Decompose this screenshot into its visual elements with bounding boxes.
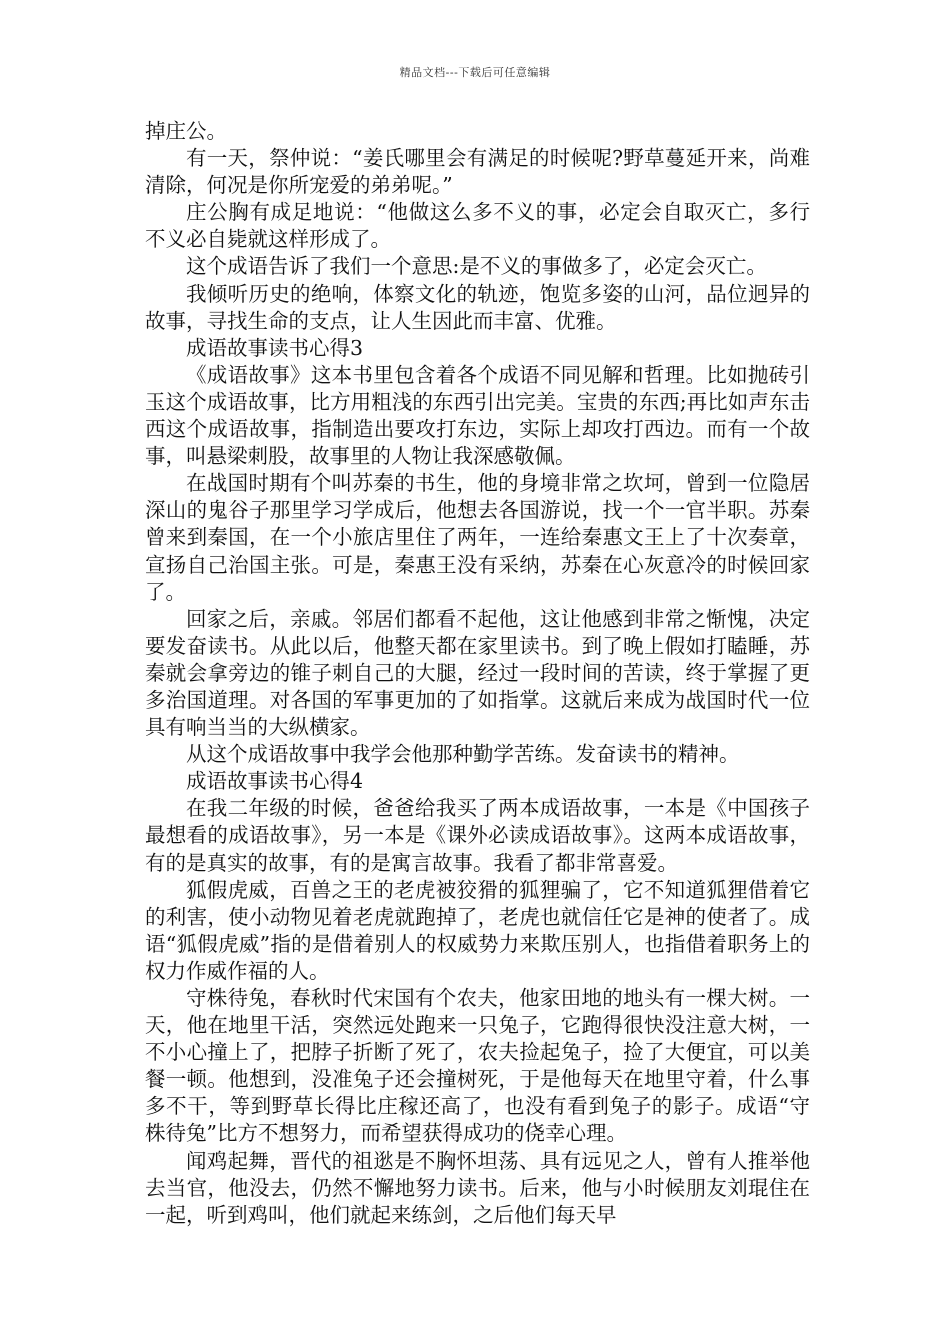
paragraph: 这个成语告诉了我们一个意思:是不义的事做多了，必定会灭亡。 [186,254,767,279]
paragraph: 从这个成语故事中我学会他那种勤学苦练。发奋读书的精神。 [186,742,740,767]
paragraph: 回家之后，亲戚。邻居们都看不起他，这让他感到非常之惭愧，决定要发奋读书。从此以后，他整天都在家里读书。到了晚上假如打瞌睡，苏秦就会拿旁边的锥子刺自己的大腿，经过一段时间的苦读，终于掌握了更多治国道理。对各国的军事更加的了如指掌。这就后来成为战国时代一位具有响当当的大纵横家。 [145,606,810,740]
section-heading: 成语故事读书心得3 [186,335,364,360]
paragraph: 闻鸡起舞，晋代的祖逖是不胸怀坦荡、具有远见之人，曾有人推举他去当官，他没去，仍然不懈地努力读书。后来，他与小时候朋友刘琨住在一起，听到鸡叫，他们就起来练剑，之后他们每天早 [145,1148,810,1227]
paragraph: 我倾听历史的绝响，体察文化的轨迹，饱览多姿的山河，品位迥异的故事，寻找生命的支点，让人生因此而丰富、优雅。 [145,281,810,333]
paragraph: 庄公胸有成足地说：“他做这么多不义的事，必定会自取灭亡，多行不义必自毙就这样形成了。 [145,200,810,252]
paragraph: 掉庄公。 [145,119,227,143]
paragraph: 《成语故事》这本书里包含着各个成语不同见解和哲理。比如抛砖引玉这个成语故事，比方用粗浅的东西引出完美。宝贵的东西;再比如声东击西这个成语故事，指制造出要攻打东边，实际上却攻打西边。而有一个故事，叫悬梁刺股，故事里的人物让我深感敬佩。 [145,362,810,469]
paragraph: 有一天，祭仲说：“姜氏哪里会有满足的时候呢?野草蔓延开来，尚难清除，何况是你所宠爱的弟弟呢。” [145,146,810,198]
paragraph: 狐假虎威，百兽之王的老虎被狡猾的狐狸骗了，它不知道狐狸借着它的利害，使小动物见着老虎就跑掉了，老虎也就信任它是神的使者了。成语“狐假虎威”指的是借着别人的权威势力来欺压别人，也指借着职务上的权力作威作福的人。 [145,877,810,983]
page-header: 精品文档---下载后可任意编辑 [399,66,551,79]
section-heading: 成语故事读书心得4 [186,769,364,794]
paragraph: 守株待兔，春秋时代宋国有个农夫，他家田地的地头有一棵大树。一天，他在地里干活，突然远处跑来一只兔子，它跑得很快没注意大树，一不小心撞上了，把脖子折断了死了，农夫捡起兔子，捡了大便宜，可以美餐一顿。他想到，没准兔子还会撞树死，于是他每天在地里守着，什么事多不干，等到野草长得比庄稼还高了，也没有看到兔子的影子。成语“守株待兔”比方不想努力，而希望获得成功的侥幸心理。 [145,986,810,1146]
paragraph: 在战国时期有个叫苏秦的书生，他的身境非常之坎坷，曾到一位隐居深山的鬼谷子那里学习学成后，他想去各国游说，找一个一官半职。苏秦曾来到秦国，在一个小旅店里住了两年，一连给秦惠文王上了十次奏章，宣扬自己治国主张。可是，秦惠王没有采纳，苏秦在心灰意冷的时候回家了。 [145,471,810,604]
document-body [145,118,810,1229]
paragraph: 在我二年级的时候，爸爸给我买了两本成语故事，一本是《中国孩子最想看的成语故事》，另一本是《课外必读成语故事》。这两本成语故事，有的是真实的故事，有的是寓言故事。我看了都非常喜爱。 [145,796,810,875]
